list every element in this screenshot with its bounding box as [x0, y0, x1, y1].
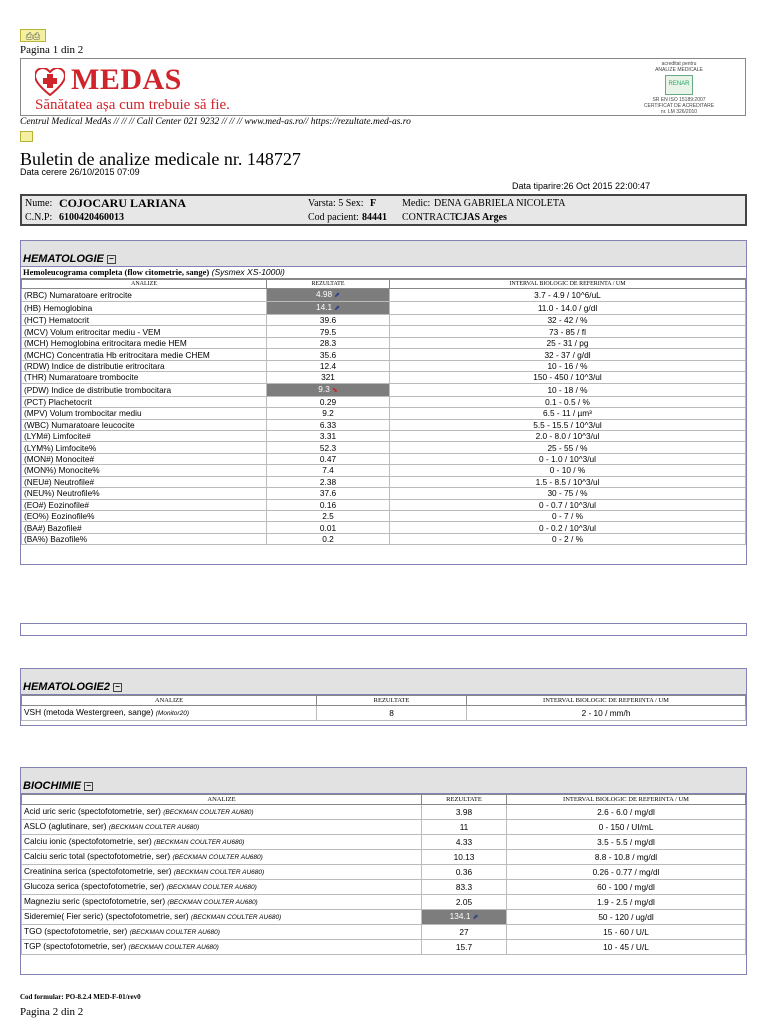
result-value: 7.4 — [322, 465, 334, 476]
reference-interval: 5.5 - 15.5 / 10^3/ul — [390, 419, 746, 430]
analysis-method: (BECKMAN COULTER AU680) — [108, 824, 200, 831]
section-biochimie — [20, 767, 747, 975]
high-flag-arrow-icon: ⬈ — [334, 305, 341, 312]
result-value: 0.2 — [322, 534, 334, 545]
result-value: 39.6 — [319, 315, 337, 326]
analysis-method: (Monitor20) — [155, 710, 189, 717]
logo-name: MEDAS — [71, 63, 182, 96]
analysis-method: (BECKMAN COULTER AU680) — [128, 944, 219, 951]
analysis-name: Sideremie( Fier seric) (spectofotometrie, ser) — [24, 911, 189, 921]
cert-line: CERTIFICAT DE ACREDITARE — [643, 103, 715, 109]
analysis-name-cell — [22, 910, 422, 925]
analysis-name: Magneziu seric (spectofotometrie, ser) — [24, 896, 166, 906]
hematologie2-table — [21, 695, 746, 721]
reference-interval: 2.6 - 6.0 / mg/dl — [507, 805, 746, 820]
analysis-name: Acid uric seric (spectofotometrie, ser) — [24, 806, 161, 816]
reference-interval: 6.5 - 11 / µm³ — [390, 408, 746, 419]
biochimie-table — [21, 794, 746, 955]
cert-line: acreditat pentru — [661, 61, 697, 67]
analysis-name-cell — [22, 533, 267, 544]
result-value: 134.1 — [449, 911, 471, 921]
result-value-cell — [422, 910, 507, 925]
table-row — [22, 511, 746, 522]
table-row — [22, 383, 746, 396]
result-value-cell — [422, 940, 507, 955]
print-icon[interactable]: ⎙⎙ — [20, 29, 46, 42]
analysis-name: (BA#) Bazofile# — [24, 522, 82, 533]
table-row — [22, 349, 746, 360]
reference-interval: 30 - 75 / % — [390, 488, 746, 499]
analysis-method: (BECKMAN COULTER AU680) — [166, 884, 257, 891]
col-header: ANALIZE — [22, 696, 317, 706]
table-row — [22, 465, 746, 476]
result-value: 0.36 — [455, 867, 473, 877]
analysis-method: (BECKMAN COULTER AU680) — [129, 929, 220, 936]
table-row — [22, 337, 746, 348]
table-row — [22, 396, 746, 407]
result-value: 9.2 — [322, 408, 334, 419]
cert-line: SR EN ISO 15189:2007 — [652, 97, 706, 103]
analysis-name: (RBC) Numaratoare eritrocite — [24, 290, 132, 300]
analysis-name: (MPV) Volum trombocitar mediu — [24, 408, 142, 419]
analysis-name-cell — [22, 442, 267, 453]
section-title-text: HEMATOLOGIE — [23, 253, 104, 265]
analysis-name-cell — [22, 408, 267, 419]
section-header — [21, 768, 746, 794]
table-row — [22, 315, 746, 326]
analysis-name: VSH (metoda Westergreen, sange) — [24, 707, 154, 717]
section-hematologie — [20, 240, 747, 565]
table-row — [22, 302, 746, 315]
table-row — [22, 419, 746, 430]
analysis-name: TGO (spectofotometrie, ser) — [24, 926, 128, 936]
patient-name: COJOCARU LARIANA — [59, 196, 187, 210]
analysis-name-cell — [22, 326, 267, 337]
result-value-cell — [267, 453, 390, 464]
analysis-name-cell — [22, 289, 267, 302]
table-row — [22, 865, 746, 880]
reference-interval: 1.5 - 8.5 / 10^3/ul — [390, 476, 746, 487]
section-title — [23, 780, 93, 792]
analysis-name-cell — [22, 511, 267, 522]
analysis-name-cell — [22, 315, 267, 326]
table-row — [22, 895, 746, 910]
result-value-cell — [267, 326, 390, 337]
section-header — [21, 669, 746, 695]
header-banner — [20, 58, 746, 116]
result-value: 2.05 — [455, 897, 473, 907]
analysis-name: (MCV) Volum eritrocitar mediu - VEM — [24, 326, 161, 337]
result-value: 37.6 — [319, 488, 337, 499]
analysis-name-cell — [22, 465, 267, 476]
table-row — [22, 925, 746, 940]
result-value-cell — [267, 383, 390, 396]
reference-interval: 0.26 - 0.77 / mg/dl — [507, 865, 746, 880]
analysis-method: (BECKMAN COULTER AU680) — [172, 854, 263, 861]
reference-interval: 0 - 1.0 / 10^3/ul — [390, 453, 746, 464]
analysis-method: (BECKMAN COULTER AU680) — [167, 899, 258, 906]
table-row — [22, 522, 746, 533]
analysis-name: (PCT) Plachetocrit — [24, 396, 92, 407]
result-value-cell — [267, 499, 390, 510]
analysis-name-cell — [22, 360, 267, 371]
low-flag-arrow-icon: ⬊ — [331, 386, 338, 394]
print-date: Data tiparire:26 Oct 2015 22:00:47 — [512, 181, 651, 191]
reference-interval: 60 - 100 / mg/dl — [507, 880, 746, 895]
section-title-text: HEMATOLOGIE2 — [23, 681, 110, 693]
analysis-name-cell — [22, 396, 267, 407]
result-value-cell — [267, 511, 390, 522]
result-value-cell — [267, 430, 390, 441]
analysis-name: (WBC) Numaratoare leucocite — [24, 419, 135, 430]
result-value-cell — [267, 302, 390, 315]
table-row — [22, 805, 746, 820]
table-row — [22, 326, 746, 337]
analysis-name: TGP (spectofotometrie, ser) — [24, 941, 127, 951]
result-value-cell — [267, 522, 390, 533]
table-row — [22, 533, 746, 544]
analysis-name: ASLO (aglutinare, ser) — [24, 821, 107, 831]
analysis-name-cell — [22, 453, 267, 464]
table-row — [22, 835, 746, 850]
result-value-cell — [267, 349, 390, 360]
analysis-name-cell — [22, 706, 317, 721]
table-row — [22, 940, 746, 955]
print-icon[interactable] — [20, 131, 33, 142]
analysis-method: (BECKMAN COULTER AU680) — [173, 869, 265, 876]
table-row — [22, 820, 746, 835]
analysis-name-cell — [22, 522, 267, 533]
table-row — [22, 453, 746, 464]
reference-interval: 0 - 10 / % — [390, 465, 746, 476]
analysis-name: (BA%) Bazofile% — [24, 534, 88, 545]
analysis-name-cell — [22, 850, 422, 865]
form-code: Cod formular: PO-8.2.4 MED-F-01/rev0 — [20, 993, 141, 1001]
analysis-name-cell — [22, 372, 267, 383]
col-header: REZULTATE — [267, 280, 390, 289]
result-value-cell — [267, 396, 390, 407]
reference-interval: 3.5 - 5.5 / mg/dl — [507, 835, 746, 850]
reference-interval: 0 - 7 / % — [390, 511, 746, 522]
result-value-cell — [422, 850, 507, 865]
analysis-name-cell — [22, 419, 267, 430]
analysis-name: (MCH) Hemoglobina eritrocitara medie HEM — [24, 338, 187, 349]
reference-interval: 10 - 16 / % — [390, 360, 746, 371]
table-row — [22, 442, 746, 453]
empty-section-bar — [20, 623, 747, 636]
cert-line: ANALIZE MEDICALE — [655, 67, 703, 73]
result-value: 321 — [321, 372, 335, 383]
reference-interval: 0 - 0.7 / 10^3/ul — [390, 499, 746, 510]
renar-badge-icon: RENAR — [665, 75, 693, 95]
analysis-name-cell — [22, 925, 422, 940]
analysis-name-cell — [22, 383, 267, 396]
result-value: 4.98 — [315, 289, 333, 299]
table-row — [22, 488, 746, 499]
panel-subtitle — [21, 267, 746, 279]
section-hematologie2 — [20, 668, 747, 726]
result-value: 11 — [459, 822, 469, 832]
result-value-cell — [267, 289, 390, 302]
analysis-name-cell — [22, 940, 422, 955]
contract-value: CJAS Arges — [455, 212, 507, 223]
accreditation-seal — [619, 61, 739, 115]
result-value: 0.29 — [319, 396, 337, 407]
result-value-cell — [267, 419, 390, 430]
medas-heart-logo-icon — [35, 68, 65, 96]
result-value-cell — [422, 835, 507, 850]
col-header: ANALIZE — [22, 795, 422, 805]
analysis-name-cell — [22, 880, 422, 895]
reference-interval: 10 - 18 / % — [390, 383, 746, 396]
analysis-name: (PDW) Indice de distributie trombocitara — [24, 384, 172, 395]
result-value: 8 — [389, 708, 394, 718]
analysis-name: (THR) Numaratoare trombocite — [24, 372, 139, 383]
reference-interval: 50 - 120 / ug/dl — [507, 910, 746, 925]
panel-name: Hemoleucograma completa (flow citometrie, sange) — [23, 267, 210, 277]
hematologie-table — [21, 279, 746, 545]
reference-interval: 0 - 150 / UI/mL — [507, 820, 746, 835]
name-label: Nume: — [25, 198, 53, 209]
patient-sex: F — [370, 198, 377, 209]
collapse-toggle-icon[interactable]: − — [113, 683, 122, 692]
result-value: 2.38 — [319, 476, 337, 487]
analysis-name: Calciu seric total (spectofotometrie, ser) — [24, 851, 171, 861]
result-value: 6.33 — [319, 419, 337, 430]
result-value-cell — [422, 820, 507, 835]
col-header: INTERVAL BIOLOGIC DE REFERINTA / UM — [390, 280, 746, 289]
result-value: 35.6 — [319, 349, 337, 360]
result-value: 14.1 — [315, 302, 333, 312]
page-label: Pagina 1 din 2 — [20, 44, 84, 56]
result-value: 28.3 — [319, 338, 337, 349]
result-value: 12.4 — [319, 360, 337, 371]
analysis-name-cell — [22, 835, 422, 850]
result-value-cell — [267, 442, 390, 453]
reference-interval: 73 - 85 / fl — [390, 326, 746, 337]
col-header: INTERVAL BIOLOGIC DE REFERINTA / UM — [507, 795, 746, 805]
reference-interval: 15 - 60 / U/L — [507, 925, 746, 940]
high-flag-arrow-icon: ⬈ — [472, 914, 479, 921]
analysis-method: (BECKMAN COULTER AU680) — [163, 809, 254, 816]
analysis-name: Creatinina serica (spectofotometrie, ser) — [24, 866, 172, 876]
analysis-name: (HCT) Hematocrit — [24, 315, 89, 326]
cnp-label: C.N.P: — [25, 212, 53, 223]
col-header: INTERVAL BIOLOGIC DE REFERINTA / UM — [467, 696, 746, 706]
doctor-name: DENA GABRIELA NICOLETA — [434, 198, 566, 209]
table-row — [22, 289, 746, 302]
result-value-cell — [422, 925, 507, 940]
reference-interval: 25 - 55 / % — [390, 442, 746, 453]
analysis-name: (RDW) Indice de distributie eritrocitara — [24, 360, 165, 371]
reference-interval: 10 - 45 / U/L — [507, 940, 746, 955]
analysis-name-cell — [22, 820, 422, 835]
result-value: 27 — [459, 927, 469, 937]
code-label: Cod pacient: — [308, 212, 359, 223]
page-title: Buletin de analize medicale nr. 148727 — [20, 149, 301, 169]
col-header: REZULTATE — [422, 795, 507, 805]
result-value-cell — [317, 706, 467, 721]
section-title — [23, 681, 122, 693]
result-value: 52.3 — [319, 442, 337, 453]
analysis-name: (NEU%) Neutrofile% — [24, 488, 100, 499]
analysis-name: (MON#) Monocite# — [24, 454, 95, 465]
result-value-cell — [267, 533, 390, 544]
collapse-toggle-icon[interactable]: − — [107, 255, 116, 264]
section-title-text: BIOCHIMIE — [23, 780, 82, 792]
result-value-cell — [267, 476, 390, 487]
result-value: 0.01 — [319, 522, 337, 533]
section-header — [21, 241, 746, 267]
patient-code: 84441 — [362, 212, 387, 223]
table-row — [22, 372, 746, 383]
analysis-method: (BECKMAN COULTER AU680) — [154, 839, 245, 846]
result-value-cell — [267, 488, 390, 499]
table-row — [22, 910, 746, 925]
result-value-cell — [267, 315, 390, 326]
analysis-name-cell — [22, 302, 267, 315]
contract-label: CONTRACT: — [402, 212, 459, 223]
analysis-name: Glucoza serica (spectofotometrie, ser) — [24, 881, 165, 891]
table-row — [22, 880, 746, 895]
table-row — [22, 706, 746, 721]
reference-interval: 0 - 2 / % — [390, 533, 746, 544]
table-row — [22, 499, 746, 510]
analysis-name-cell — [22, 865, 422, 880]
reference-interval: 150 - 450 / 10^3/ul — [390, 372, 746, 383]
cert-line: nr. LM 326/2010 — [660, 109, 698, 115]
result-value-cell — [422, 880, 507, 895]
table-row — [22, 360, 746, 371]
section-title — [23, 253, 116, 265]
result-value: 10.13 — [453, 852, 475, 862]
reference-interval: 25 - 31 / pg — [390, 337, 746, 348]
reference-interval: 2.0 - 8.0 / 10^3/ul — [390, 430, 746, 441]
analysis-name-cell — [22, 430, 267, 441]
doctor-label: Medic: — [402, 198, 431, 209]
analysis-name: (MCHC) Concentratia Hb eritrocitara medie CHEM — [24, 349, 210, 360]
result-value: 3.31 — [319, 431, 337, 442]
analysis-name: (LYM%) Limfocite% — [24, 442, 97, 453]
analysis-method: (BECKMAN COULTER AU680) — [190, 914, 282, 921]
result-value-cell — [267, 360, 390, 371]
panel-instrument: (Sysmex XS-1000i) — [211, 267, 285, 277]
collapse-toggle-icon[interactable]: − — [84, 782, 93, 791]
result-value: 0.16 — [319, 499, 337, 510]
analysis-name-cell — [22, 805, 422, 820]
analysis-name: (NEU#) Neutrofile# — [24, 476, 95, 487]
analysis-name-cell — [22, 349, 267, 360]
result-value: 3.98 — [455, 807, 473, 817]
analysis-name: (HB) Hemoglobina — [24, 303, 93, 313]
analysis-name: Calciu ionic (spectofotometrie, ser) — [24, 836, 152, 846]
high-flag-arrow-icon: ⬈ — [334, 292, 341, 299]
age-sex-label: Varsta: 5 Sex: — [308, 198, 364, 209]
reference-interval: 11.0 - 14.0 / g/dl — [390, 302, 746, 315]
result-value-cell — [267, 408, 390, 419]
result-value-cell — [422, 805, 507, 820]
reference-interval: 8.8 - 10.8 / mg/dl — [507, 850, 746, 865]
contact-line: Centrul Medical MedAs // // // Call Center 021 9232 // // // www.med-as.ro// https://rezultate.med-as.ro — [20, 117, 411, 127]
request-date: Data cerere 26/10/2015 07:09 — [20, 167, 140, 177]
col-header: ANALIZE — [22, 280, 267, 289]
result-value: 0.47 — [319, 454, 337, 465]
result-value-cell — [267, 465, 390, 476]
patient-info-box — [20, 194, 747, 226]
reference-interval: 2 - 10 / mm/h — [467, 706, 746, 721]
page-label: Pagina 2 din 2 — [20, 1006, 84, 1018]
analysis-name: (LYM#) Limfocite# — [24, 431, 91, 442]
analysis-name-cell — [22, 895, 422, 910]
result-value: 79.5 — [319, 326, 337, 337]
analysis-name-cell — [22, 499, 267, 510]
result-value-cell — [267, 337, 390, 348]
result-value-cell — [422, 895, 507, 910]
result-value-cell — [267, 372, 390, 383]
reference-interval: 1.9 - 2.5 / mg/dl — [507, 895, 746, 910]
reference-interval: 0 - 0.2 / 10^3/ul — [390, 522, 746, 533]
result-value: 15.7 — [455, 942, 473, 952]
reference-interval: 0.1 - 0.5 / % — [390, 396, 746, 407]
table-row — [22, 850, 746, 865]
analysis-name-cell — [22, 488, 267, 499]
result-value: 9.3 — [318, 383, 330, 394]
analysis-name-cell — [22, 337, 267, 348]
result-value: 4.33 — [455, 837, 473, 847]
table-row — [22, 408, 746, 419]
table-row — [22, 430, 746, 441]
logo-slogan: Sănătatea așa cum trebuie să fie. — [35, 97, 230, 113]
analysis-name: (EO%) Eozinofile% — [24, 511, 95, 522]
reference-interval: 32 - 37 / g/dl — [390, 349, 746, 360]
table-row — [22, 476, 746, 487]
result-value-cell — [422, 865, 507, 880]
result-value: 2.5 — [322, 511, 334, 522]
result-value: 83.3 — [455, 882, 473, 892]
col-header: REZULTATE — [317, 696, 467, 706]
reference-interval: 3.7 - 4.9 / 10^6/uL — [390, 289, 746, 302]
analysis-name: (MON%) Monocite% — [24, 465, 100, 476]
reference-interval: 32 - 42 / % — [390, 315, 746, 326]
patient-cnp: 6100420460013 — [59, 212, 124, 223]
analysis-name-cell — [22, 476, 267, 487]
analysis-name: (EO#) Eozinofile# — [24, 499, 90, 510]
